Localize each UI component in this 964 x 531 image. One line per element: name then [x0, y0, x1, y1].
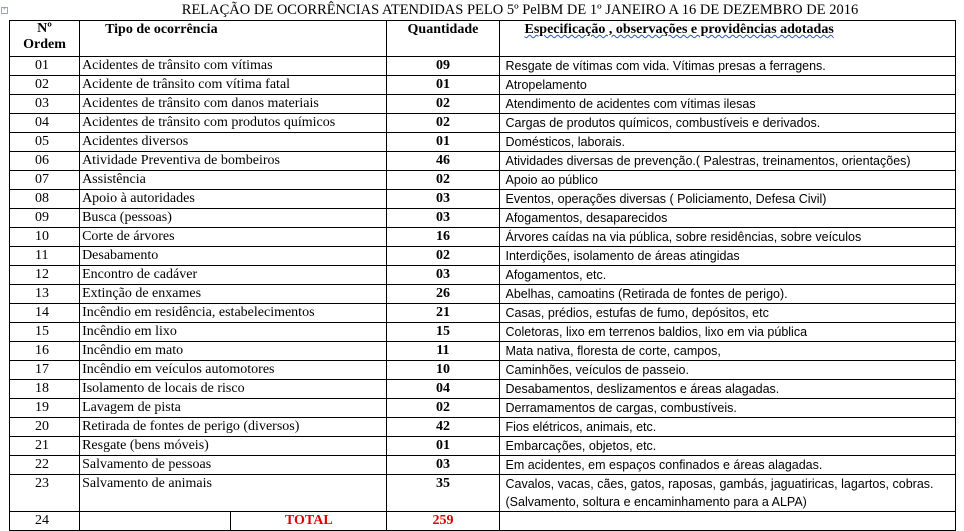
- row-especificacao: Em acidentes, em espaços confinados e áreas alagadas.: [499, 456, 956, 475]
- row-especificacao: Afogamentos, desaparecidos: [499, 209, 956, 228]
- table-row: [10, 437, 956, 456]
- row-quantidade: 02: [387, 171, 499, 190]
- row-especificacao: Interdições, isolamento de áreas atingidas: [499, 247, 956, 266]
- row-especificacao: Embarcações, objetos, etc.: [499, 437, 956, 456]
- total-row: [10, 512, 956, 531]
- header-especificacao-text: Especificação , observações e providências adotadas: [524, 22, 834, 37]
- row-quantidade: 26: [387, 285, 499, 304]
- header-especificacao: [499, 21, 956, 57]
- table-row: [10, 190, 956, 209]
- header-tipo: Tipo de ocorrência: [80, 21, 387, 57]
- table-row: [10, 418, 956, 437]
- row-quantidade: 02: [387, 95, 499, 114]
- table-row: [10, 342, 956, 361]
- total-quantidade: 259: [387, 512, 499, 531]
- row-especificacao: Caminhões, veículos de passeio.: [499, 361, 956, 380]
- row-number: 18: [10, 380, 80, 399]
- row-tipo: Acidentes de trânsito com danos materiais: [80, 95, 387, 114]
- row-quantidade: 03: [387, 456, 499, 475]
- row-tipo: Acidentes de trânsito com vítimas: [80, 57, 387, 76]
- table-row: [10, 380, 956, 399]
- total-label: TOTAL: [231, 512, 387, 531]
- row-especificacao: Atividades diversas de prevenção.( Palestras, treinamentos, orientações): [499, 152, 956, 171]
- row-especificacao: Apoio ao público: [499, 171, 956, 190]
- row-number: 15: [10, 323, 80, 342]
- row-quantidade: 11: [387, 342, 499, 361]
- row-quantidade: 04: [387, 380, 499, 399]
- row-number: 22: [10, 456, 80, 475]
- row-quantidade: 02: [387, 114, 499, 133]
- row-number: 01: [10, 57, 80, 76]
- row-number: 07: [10, 171, 80, 190]
- row-tipo: Isolamento de locais de risco: [80, 380, 387, 399]
- total-spacer: [80, 512, 231, 531]
- row-tipo: Encontro de cadáver: [80, 266, 387, 285]
- total-number: 24: [10, 512, 80, 531]
- row-especificacao: Resgate de vítimas com vida. Vítimas presas a ferragens.: [499, 57, 956, 76]
- row-tipo: Incêndio em residência, estabelecimentos: [80, 304, 387, 323]
- row-number: 19: [10, 399, 80, 418]
- header-ordem-line2: Ordem: [23, 37, 66, 52]
- row-tipo: Acidentes de trânsito com produtos químicos: [80, 114, 387, 133]
- row-quantidade: 42: [387, 418, 499, 437]
- row-tipo: Busca (pessoas): [80, 209, 387, 228]
- row-quantidade: 21: [387, 304, 499, 323]
- row-tipo: Acidente de trânsito com vítima fatal: [80, 76, 387, 95]
- table-row: [10, 323, 956, 342]
- row-quantidade: 01: [387, 76, 499, 95]
- row-number: 04: [10, 114, 80, 133]
- row-tipo: Salvamento de animais: [80, 475, 387, 512]
- row-number: 03: [10, 95, 80, 114]
- row-especificacao: Eventos, operações diversas ( Policiamento, Defesa Civil): [499, 190, 956, 209]
- table-body: [10, 57, 956, 531]
- row-especificacao: Fios elétricos, animais, etc.: [499, 418, 956, 437]
- table-row: [10, 133, 956, 152]
- table-row: [10, 209, 956, 228]
- row-tipo: Desabamento: [80, 247, 387, 266]
- table-row: [10, 285, 956, 304]
- row-tipo: Incêndio em mato: [80, 342, 387, 361]
- table-row: [10, 95, 956, 114]
- header-ordem: [10, 21, 80, 57]
- table-row: [10, 228, 956, 247]
- row-tipo: Salvamento de pessoas: [80, 456, 387, 475]
- row-quantidade: 03: [387, 209, 499, 228]
- row-tipo: Lavagem de pista: [80, 399, 387, 418]
- row-quantidade: 03: [387, 266, 499, 285]
- table-row: [10, 114, 956, 133]
- header-quantidade: Quantidade: [387, 21, 499, 57]
- row-tipo: Resgate (bens móveis): [80, 437, 387, 456]
- row-especificacao: Domésticos, laborais.: [499, 133, 956, 152]
- row-especificacao: Cavalos, vacas, cães, gatos, raposas, gambás, jaguatiricas, lagartos, cobras. (Salvamento, soltura e encaminhamento para a ALPA): [499, 475, 956, 512]
- row-especificacao: Afogamentos, etc.: [499, 266, 956, 285]
- row-number: 20: [10, 418, 80, 437]
- row-especificacao: Atropelamento: [499, 76, 956, 95]
- row-number: 09: [10, 209, 80, 228]
- row-tipo: Apoio à autoridades: [80, 190, 387, 209]
- row-number: 08: [10, 190, 80, 209]
- table-row: [10, 304, 956, 323]
- row-number: 10: [10, 228, 80, 247]
- row-number: 13: [10, 285, 80, 304]
- table-row: [10, 456, 956, 475]
- row-especificacao: Casas, prédios, estufas de fumo, depósitos, etc: [499, 304, 956, 323]
- occurrences-table: [9, 20, 956, 531]
- row-tipo: Retirada de fontes de perigo (diversos): [80, 418, 387, 437]
- table-row: [10, 361, 956, 380]
- table-row: [10, 152, 956, 171]
- row-quantidade: 02: [387, 399, 499, 418]
- row-number: 06: [10, 152, 80, 171]
- row-quantidade: 01: [387, 133, 499, 152]
- table-row: [10, 399, 956, 418]
- row-quantidade: 15: [387, 323, 499, 342]
- row-number: 12: [10, 266, 80, 285]
- table-move-handle-icon[interactable]: +: [2, 7, 7, 13]
- row-quantidade: 16: [387, 228, 499, 247]
- row-especificacao: Mata nativa, floresta de corte, campos,: [499, 342, 956, 361]
- row-quantidade: 46: [387, 152, 499, 171]
- total-especificacao: [499, 512, 956, 531]
- row-tipo: Acidentes diversos: [80, 133, 387, 152]
- table-row: [10, 171, 956, 190]
- row-especificacao: Derramamentos de cargas, combustíveis.: [499, 399, 956, 418]
- row-number: 11: [10, 247, 80, 266]
- table-row: [10, 266, 956, 285]
- row-tipo: Assistência: [80, 171, 387, 190]
- row-especificacao: Cargas de produtos químicos, combustíveis e derivados.: [499, 114, 956, 133]
- row-quantidade: 03: [387, 190, 499, 209]
- row-tipo: Incêndio em lixo: [80, 323, 387, 342]
- table-row: [10, 76, 956, 95]
- row-number: 05: [10, 133, 80, 152]
- row-number: 17: [10, 361, 80, 380]
- table-row: [10, 247, 956, 266]
- row-number: 02: [10, 76, 80, 95]
- row-quantidade: 35: [387, 475, 499, 512]
- row-tipo: Extinção de enxames: [80, 285, 387, 304]
- row-tipo: Atividade Preventiva de bombeiros: [80, 152, 387, 171]
- row-especificacao: Árvores caídas na via pública, sobre residências, sobre veículos: [499, 228, 956, 247]
- document-title: RELAÇÃO DE OCORRÊNCIAS ATENDIDAS PELO 5º PelBM DE 1º JANEIRO A 16 DE DEZEMBRO DE 2016: [181, 2, 859, 18]
- header-ordem-line1: Nº: [37, 21, 52, 36]
- row-number: 21: [10, 437, 80, 456]
- row-quantidade: 09: [387, 57, 499, 76]
- row-number: 16: [10, 342, 80, 361]
- row-quantidade: 01: [387, 437, 499, 456]
- row-quantidade: 10: [387, 361, 499, 380]
- row-especificacao: Coletoras, lixo em terrenos baldios, lixo em via pública: [499, 323, 956, 342]
- table-row: [10, 57, 956, 76]
- row-number: 14: [10, 304, 80, 323]
- row-tipo: Incêndio em veículos automotores: [80, 361, 387, 380]
- header-row: [10, 21, 956, 57]
- row-number: 23: [10, 475, 80, 512]
- row-especificacao: Desabamentos, deslizamentos e áreas alagadas.: [499, 380, 956, 399]
- table-row: [10, 475, 956, 512]
- row-especificacao: Atendimento de acidentes com vítimas ilesas: [499, 95, 956, 114]
- row-tipo: Corte de árvores: [80, 228, 387, 247]
- row-quantidade: 02: [387, 247, 499, 266]
- row-especificacao: Abelhas, camoatins (Retirada de fontes de perigo).: [499, 285, 956, 304]
